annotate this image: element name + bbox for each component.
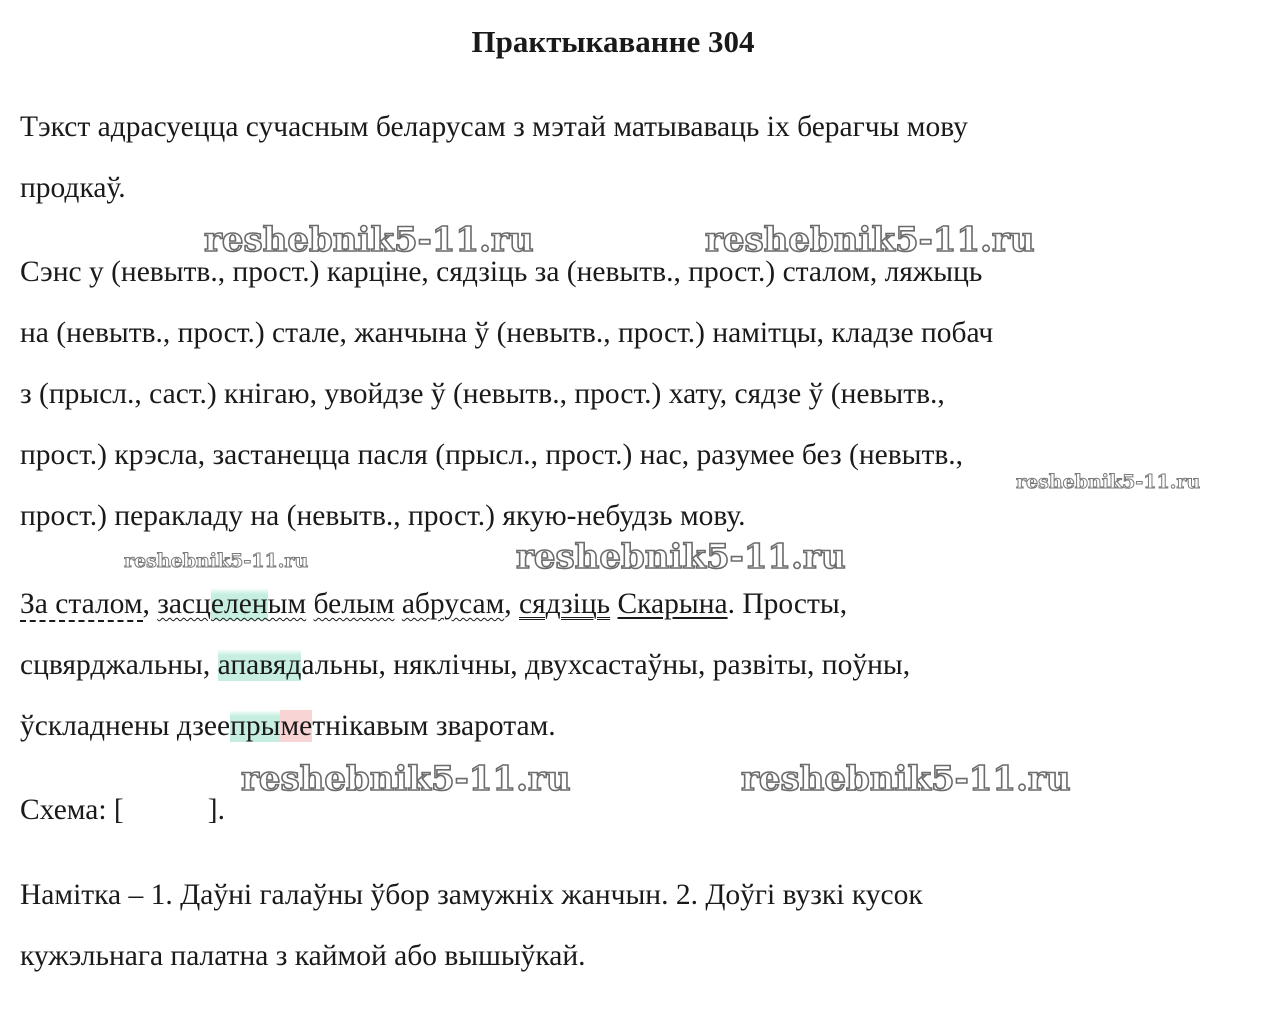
green-highlight: пры [230,710,281,742]
adverbial-phrase: За сталом [20,588,143,620]
exercise-title: Практыкаванне 304 [471,24,755,59]
separator [610,588,617,620]
adjective-word: белым [313,588,395,620]
analysis-line-1 [20,574,1230,635]
watermark: reshebnik5-11.ru [705,220,1035,260]
note-line-2: кужэльнага палатна з каймой або вышыўкай. [20,940,586,972]
analysis-text: . Просты, [727,588,848,620]
analysis-text: тнікавым зваротам. [312,710,556,742]
paragraph-prepositions-line-4: прост.) крэсла, застанецца пасля (прысл., прост.) нас, разумее без (невытв., [20,439,964,471]
separator [394,588,401,620]
note-line-1: Намітка – 1. Даўні галаўны ўбор замужніх жанчын. 2. Доўгі вузкі кусок [20,879,923,911]
watermark: reshebnik5-11.ru [204,220,534,260]
watermark: reshebnik5-11.ru [516,537,846,577]
analysis-text: ўскладнены дзее [20,710,231,742]
schema [20,780,1230,841]
watermark: reshebnik5-11.ru [124,550,309,572]
schema-line [20,780,1230,841]
subject-word: Скарына [617,588,728,620]
object-word: абрусам [401,588,505,620]
paragraph-prepositions-line-3: з (прысл., саст.) кнігаю, увойдзе ў (невытв., прост.) хату, сядзе ў (невытв., [20,378,945,410]
watermark: reshebnik5-11.ru [1016,471,1201,493]
analysis-line-3 [20,696,1230,757]
paragraph-purpose [20,97,1230,219]
schema-end: ]. [207,794,225,826]
analysis-line-2 [20,635,1230,696]
participle-part-3: ым [267,588,307,620]
predicate-word: сядзіць [519,588,611,620]
participle-part-1: засц [157,588,211,620]
paragraph-sentence-analysis [20,574,1230,757]
separator: , [142,588,158,620]
red-highlight: ме [280,710,313,742]
participle-word [157,588,306,620]
separator [306,588,313,620]
paragraph-purpose-line-2: продкаў. [20,172,126,204]
watermark: reshebnik5-11.ru [741,759,1071,799]
paragraph-prepositions [20,242,1230,547]
paragraph-note [20,865,1230,987]
analysis-text: сцвярджальны, [20,649,218,681]
participle-part-2-highlight: елен [210,588,268,620]
schema-label: Схема: [ [20,794,124,826]
analysis-text: альны, няклічны, двухсастаўны, развіты, поўны, [301,649,911,681]
paragraph-prepositions-line-2: на (невытв., прост.) стале, жанчына ў (невытв., прост.) намітцы, кладзе побач [20,317,994,349]
green-highlight: апавяд [217,649,302,681]
watermark: reshebnik5-11.ru [241,759,571,799]
paragraph-prepositions-line-1: Сэнс у (невытв., прост.) карціне, сядзіць за (невытв., прост.) сталом, ляжыць [20,256,983,288]
paragraph-prepositions-line-5: прост.) перакладу на (невытв., прост.) якую-небудзь мову. [20,500,746,532]
separator: , [504,588,519,620]
paragraph-purpose-line-1: Тэкст адрасуецца сучасным беларусам з мэтай матываваць іх берагчы мову [20,111,968,143]
